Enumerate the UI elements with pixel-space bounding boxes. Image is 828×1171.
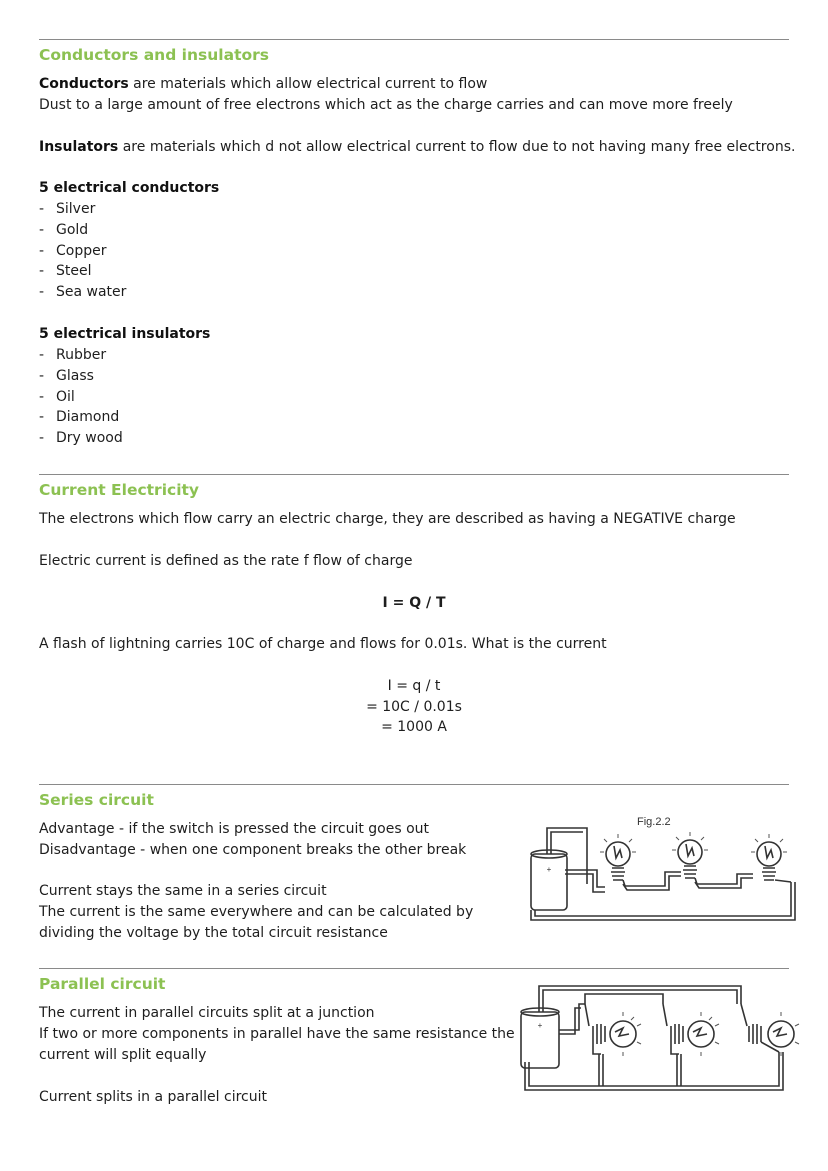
bullet-dash: - bbox=[39, 263, 45, 280]
parallel-split-text: The current in parallel circuits split at a junction bbox=[39, 1005, 375, 1021]
electron-charge-text: The electrons which flow carry an electric charge, they are described as having a NEGATIVE charge bbox=[39, 511, 736, 527]
current-definition-text: Electric current is defined as the rate f flow of charge bbox=[39, 553, 413, 569]
list-item-text: Sea water bbox=[56, 284, 127, 301]
list-item bbox=[39, 407, 123, 428]
conductors-heading: Conductors and insulators bbox=[39, 46, 269, 64]
parallel-current-text: Current splits in a parallel circuit bbox=[39, 1089, 267, 1105]
conductor-list bbox=[39, 199, 126, 303]
series-calc-text-2: dividing the voltage by the total circuit resistance bbox=[39, 925, 388, 941]
insulators-definition-text: are materials which d not allow electrical current to flow due to not having many free electrons. bbox=[118, 139, 796, 155]
insulators-definition bbox=[39, 137, 795, 157]
conductors-definition-text: are materials which allow electrical current to flow bbox=[128, 76, 488, 92]
working-line-3: = 1000 A bbox=[381, 719, 447, 735]
list-item bbox=[39, 345, 123, 366]
list-item-text: Dry wood bbox=[56, 430, 123, 447]
list-item-text: Rubber bbox=[56, 347, 107, 363]
series-current-text: Current stays the same in a series circuit bbox=[39, 883, 327, 899]
parallel-circuit-diagram bbox=[519, 982, 803, 1096]
section-divider bbox=[39, 474, 789, 475]
bullet-dash: - bbox=[39, 221, 45, 238]
list-item bbox=[39, 241, 126, 262]
working-line-1: I = q / t bbox=[387, 678, 441, 694]
series-disadvantage: Disadvantage - when one component breaks the other break bbox=[39, 842, 467, 858]
list-item-text: Oil bbox=[56, 388, 75, 405]
battery-plus-symbol: + bbox=[537, 1021, 543, 1030]
bullet-dash: - bbox=[39, 409, 45, 426]
list-item-text: Gold bbox=[56, 221, 89, 238]
list-item bbox=[39, 387, 123, 408]
list-item bbox=[39, 220, 126, 241]
insulator-list bbox=[39, 345, 123, 449]
bullet-dash: - bbox=[39, 430, 45, 447]
parallel-resistance-text-1: If two or more components in parallel have the same resistance the bbox=[39, 1026, 515, 1042]
list-item bbox=[39, 199, 126, 220]
conductor-list-title: 5 electrical conductors bbox=[39, 180, 220, 196]
current-formula: I = Q / T bbox=[382, 595, 446, 611]
battery-plus-symbol: + bbox=[546, 865, 552, 874]
working-line-2: = 10C / 0.01s bbox=[366, 699, 462, 715]
section-divider bbox=[39, 784, 789, 785]
list-item-text: Copper bbox=[56, 242, 107, 259]
parallel-resistance-text-2: current will split equally bbox=[39, 1047, 207, 1063]
section-divider bbox=[39, 968, 789, 969]
insulator-list-title: 5 electrical insulators bbox=[39, 326, 211, 342]
bullet-dash: - bbox=[39, 347, 45, 363]
list-item-text: Steel bbox=[56, 263, 92, 280]
current-electricity-heading: Current Electricity bbox=[39, 481, 200, 499]
series-circuit-diagram bbox=[525, 812, 803, 930]
bullet-dash: - bbox=[39, 388, 45, 405]
parallel-circuit-heading: Parallel circuit bbox=[39, 975, 166, 993]
series-calc-text-1: The current is the same everywhere and can be calculated by bbox=[39, 904, 474, 920]
list-item-text: Silver bbox=[56, 201, 96, 217]
figure-label: Fig.2.2 bbox=[637, 816, 671, 828]
list-item bbox=[39, 366, 123, 387]
list-item-text: Diamond bbox=[56, 409, 120, 426]
list-item bbox=[39, 282, 126, 303]
bullet-dash: - bbox=[39, 201, 45, 217]
bullet-dash: - bbox=[39, 367, 45, 384]
bullet-dash: - bbox=[39, 242, 45, 259]
series-advantage: Advantage - if the switch is pressed the circuit goes out bbox=[39, 821, 430, 837]
list-item-text: Glass bbox=[56, 367, 94, 384]
conductors-explanation: Dust to a large amount of free electrons which act as the charge carries and can move more freely bbox=[39, 97, 733, 113]
section-divider bbox=[39, 39, 789, 40]
conductors-term: Conductors bbox=[39, 76, 129, 92]
list-item bbox=[39, 261, 126, 282]
conductors-definition bbox=[39, 74, 487, 94]
list-item bbox=[39, 428, 123, 449]
insulators-term: Insulators bbox=[39, 139, 119, 155]
bullet-dash: - bbox=[39, 284, 45, 301]
lightning-question: A flash of lightning carries 10C of charge and flows for 0.01s. What is the current bbox=[39, 636, 607, 652]
series-circuit-heading: Series circuit bbox=[39, 791, 154, 809]
